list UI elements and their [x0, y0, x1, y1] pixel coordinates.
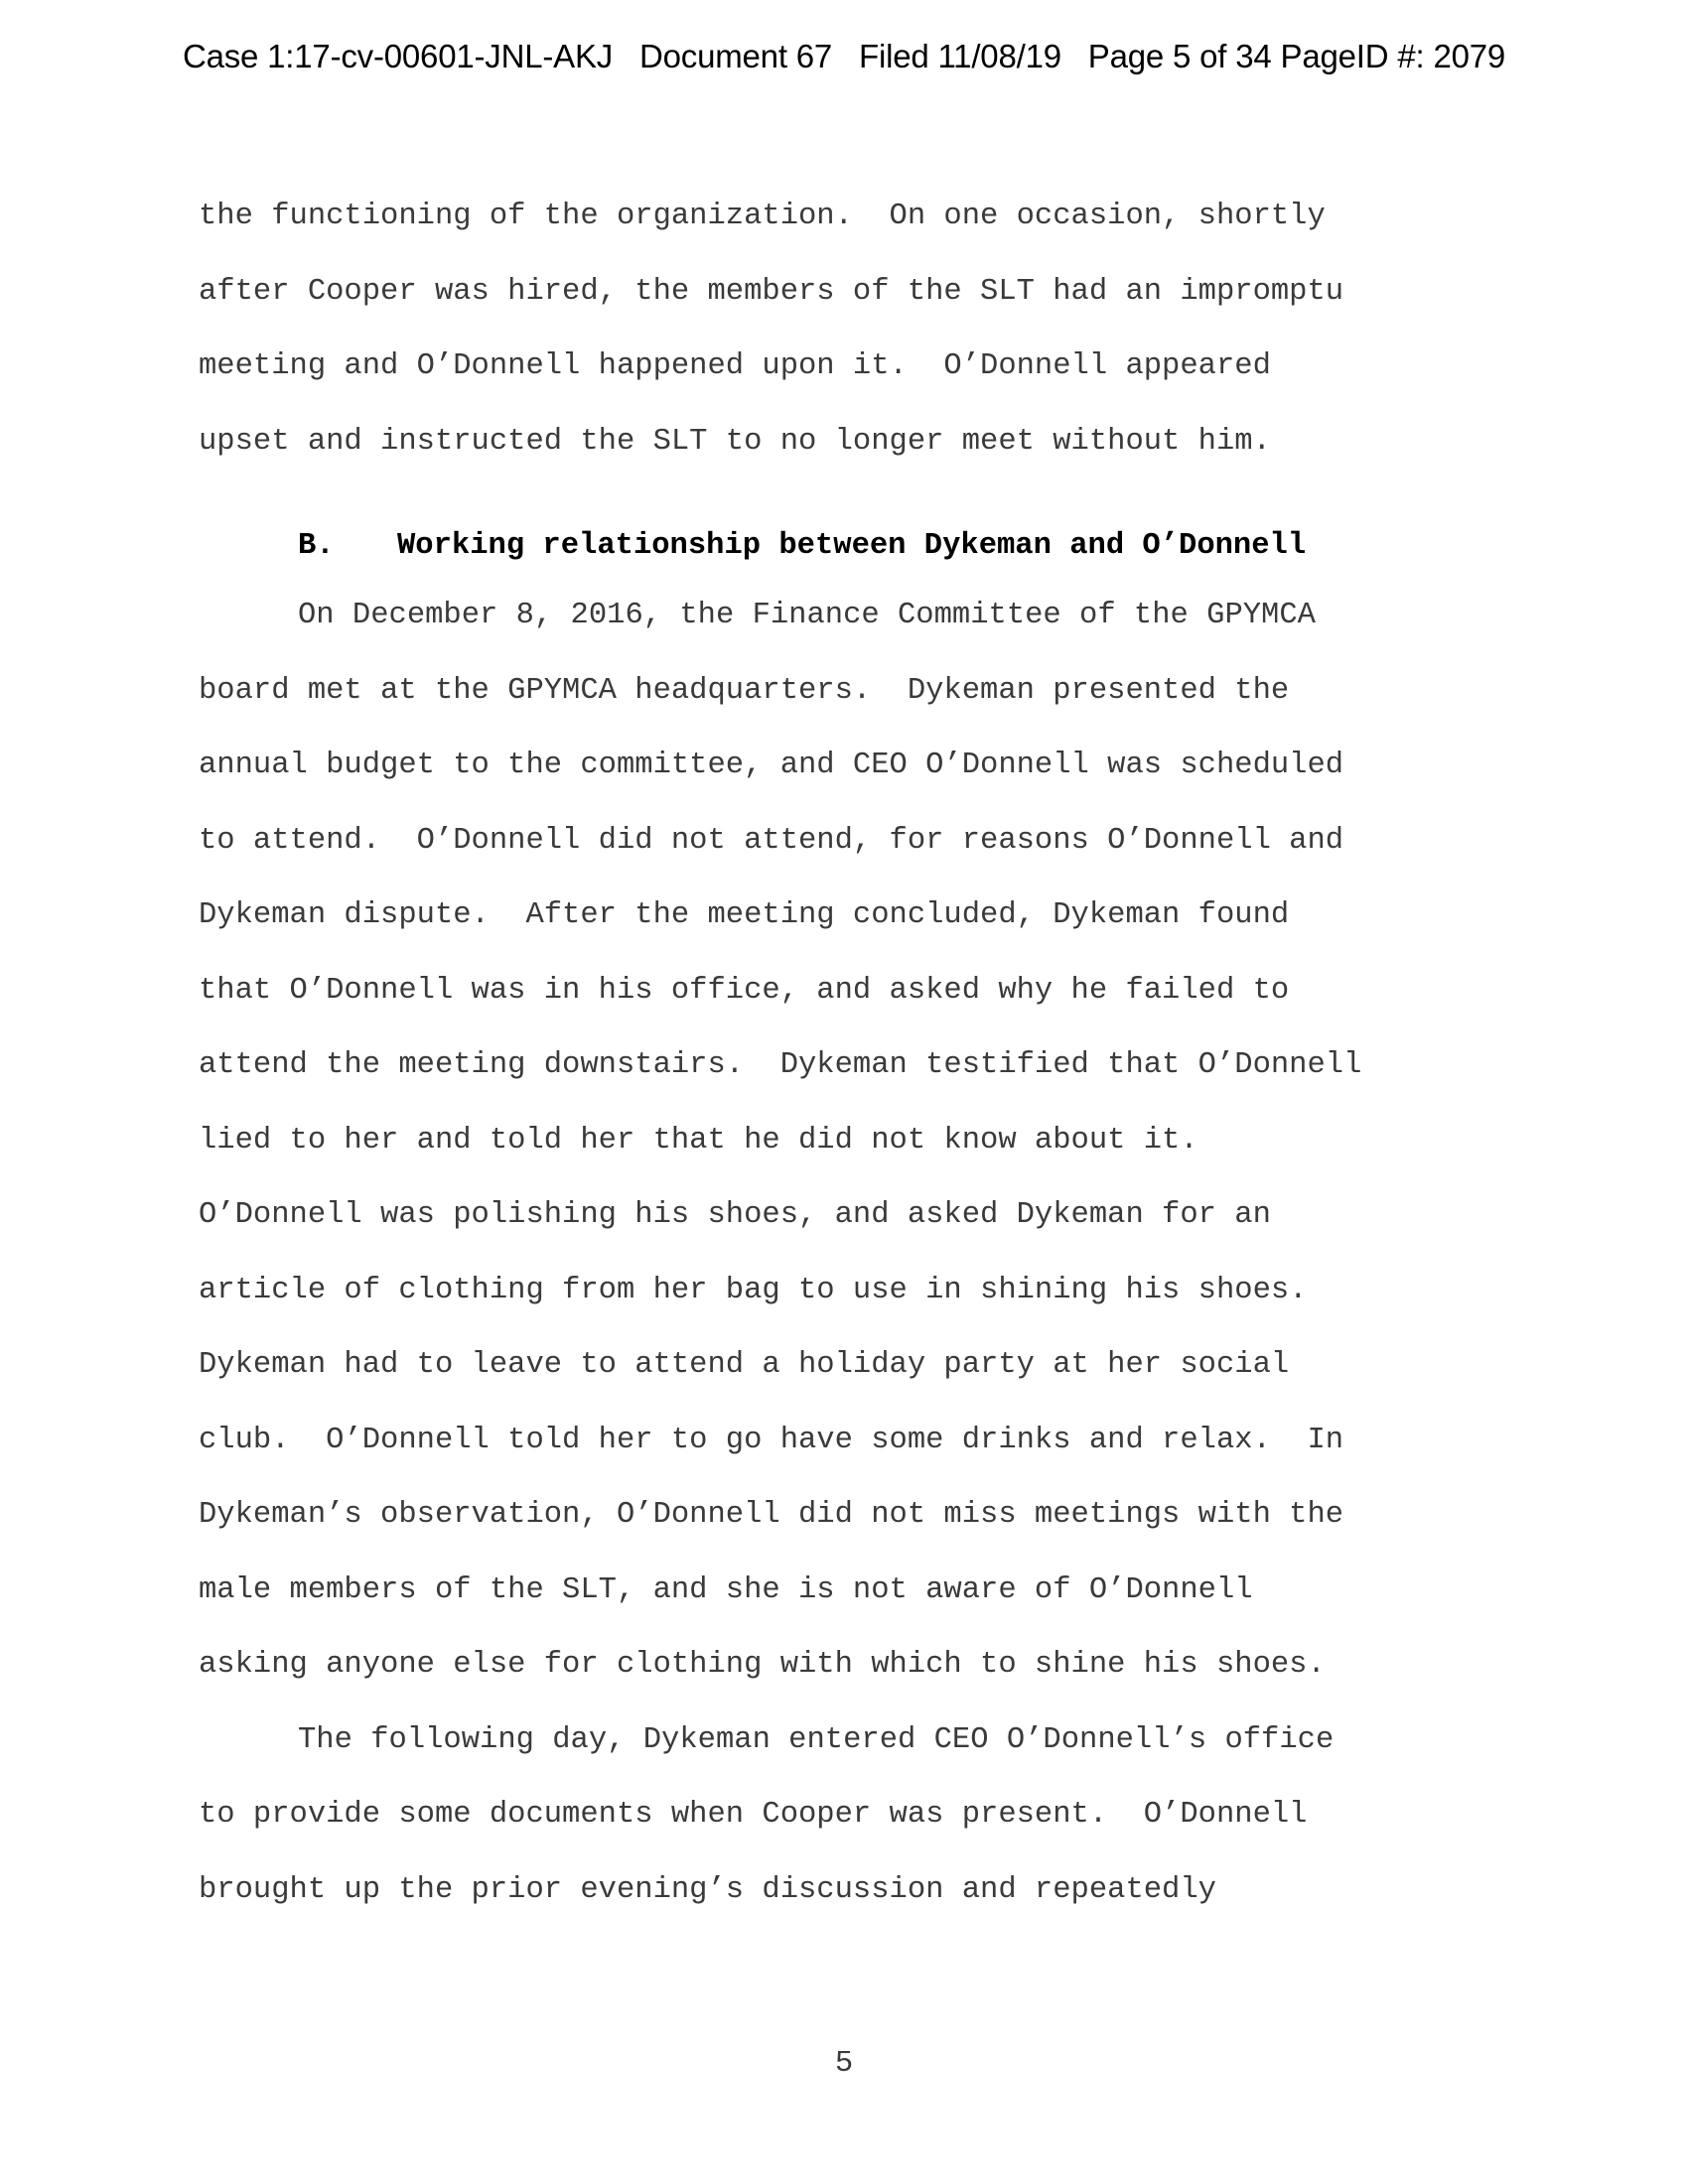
text-line: annual budget to the committee, and CEO O’Donnell was scheduled [199, 749, 1344, 782]
text-line: after Cooper was hired, the members of the SLT had an impromptu [199, 274, 1344, 309]
section-letter: B. [298, 529, 335, 563]
text-line: brought up the prior evening’s discussion and repeatedly [199, 1872, 1216, 1907]
text-line: asking anyone else for clothing with which to shine his shoes. [199, 1648, 1326, 1682]
text-line: The following day, Dykeman entered CEO O’Donnell’s office [298, 1722, 1335, 1757]
text-line: attend the meeting downstairs. Dykeman testified that O’Donnell [199, 1048, 1362, 1082]
text-line: to attend. O’Donnell did not attend, for reasons O’Donnell and [199, 823, 1344, 858]
page-number: 5 [834, 2047, 854, 2081]
section-title: Working relationship between Dykeman and O’Donnell [397, 529, 1307, 563]
text-line: club. O’Donnell told her to go have some drinks and relax. In [199, 1423, 1344, 1457]
text-line: lied to her and told her that he did not know about it. [199, 1123, 1198, 1158]
paragraph-2 [199, 588, 1489, 1712]
document-body [199, 189, 1489, 1937]
section-heading [199, 518, 1489, 588]
text-line: Dykeman had to leave to attend a holiday party at her social [199, 1348, 1290, 1382]
paragraph-1 [199, 189, 1489, 488]
text-line: Dykeman’s observation, O’Donnell did not miss meetings with the [199, 1498, 1344, 1532]
text-line: male members of the SLT, and she is not aware of O’Donnell [199, 1572, 1253, 1607]
text-line: article of clothing from her bag to use in shining his shoes. [199, 1273, 1308, 1307]
case-header: Case 1:17-cv-00601-JNL-AKJ Document 67 Filed 11/08/19 Page 5 of 34 PageID #: 2079 [182, 38, 1506, 74]
text-line: On December 8, 2016, the Finance Committee of the GPYMCA [298, 599, 1316, 632]
text-line: board met at the GPYMCA headquarters. Dykeman presented the [199, 673, 1290, 708]
text-line: to provide some documents when Cooper was present. O’Donnell [199, 1798, 1308, 1832]
text-line: upset and instructed the SLT to no longer meet without him. [199, 424, 1271, 459]
text-line: O’Donnell was polishing his shoes, and asked Dykeman for an [199, 1198, 1271, 1232]
text-line: meeting and O’Donnell happened upon it. O’Donnell appeared [199, 349, 1271, 383]
text-line: Dykeman dispute. After the meeting concluded, Dykeman found [199, 898, 1290, 932]
text-line: the functioning of the organization. On one occasion, shortly [199, 200, 1326, 233]
text-line: that O’Donnell was in his office, and asked why he failed to [199, 973, 1290, 1008]
paragraph-3 [199, 1712, 1489, 1938]
